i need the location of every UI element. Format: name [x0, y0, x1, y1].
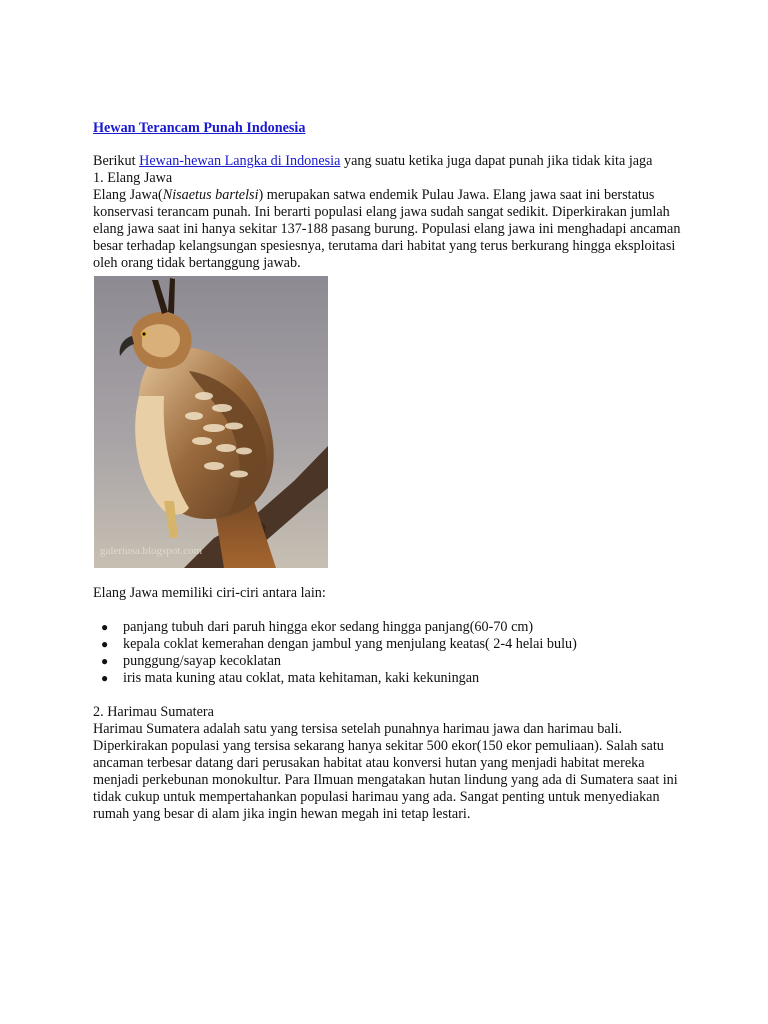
title-link[interactable]: Hewan Terancam Punah Indonesia — [93, 120, 306, 136]
traits-list — [93, 619, 683, 687]
intro-suffix: yang suatu ketika juga dapat punah jika tidak kita jaga — [340, 153, 653, 169]
elang-paragraph-rest: ) merupakan satwa endemik Pulau Jawa. Elang jawa saat ini berstatus konservasi terancam punah. Ini berarti populasi elang jawa sudah sangat sedikit. Diperkirakan jumlah elang jawa saat ini hanya sekitar 137-188 pasang burung. Populasi elang jawa ini menghadapi ancaman besar terhadap kelangsungan spesiesnya, terutama dari habitat yang terus berkurang hingga eksploitasi oleh orang tidak bertanggung jawab. — [93, 187, 681, 271]
section-heading-harimau-sumatera: 2. Harimau Sumatera — [93, 704, 214, 720]
list-item: ● panjang tubuh dari paruh hingga ekor sedang hingga panjang(60-70 cm) — [101, 619, 534, 635]
bullet-icon: ● — [101, 620, 109, 634]
intro-paragraph — [93, 153, 683, 170]
intro-link[interactable]: Hewan-hewan Langka di Indonesia — [139, 153, 341, 169]
elang-paragraph-start: Elang Jawa( — [93, 187, 163, 203]
section-heading-elang-jawa: 1. Elang Jawa — [93, 170, 173, 186]
bullet-icon: ● — [101, 637, 109, 651]
list-item: ● kepala coklat kemerahan dengan jambul yang menjulang keatas( 2-4 helai bulu) — [101, 636, 577, 652]
page-title — [93, 120, 683, 137]
elang-jawa-paragraph — [93, 187, 683, 272]
list-item: ● punggung/sayap kecoklatan — [101, 653, 281, 669]
document-content — [93, 120, 683, 823]
bullet-icon: ● — [101, 671, 109, 685]
intro-prefix: Berikut — [93, 153, 140, 169]
traits-intro: Elang Jawa memiliki ciri-ciri antara lain: — [93, 585, 326, 601]
bullet-icon: ● — [101, 654, 109, 668]
photo-watermark: galeriusa.blogspot.com — [100, 545, 203, 557]
harimau-sumatera-paragraph: Harimau Sumatera adalah satu yang tersisa setelah punahnya harimau jawa dan harimau bali. Diperkirakan populasi yang tersisa sekarang hanya sekitar 500 ekor(150 ekor pemuliaan). Salah satu ancaman terbesar datang dari perusakan habitat atau konversi hutan yang menjadi habitat mereka menjadi perkebunan monokultur. Para Ilmuan mengatakan hutan lindung yang ada di Sumatera saat ini tidak cukup untuk mempertahankan populasi harimau yang ada. Sangat penting untuk menyediakan rumah yang besar di alam jika ingin hewan megah ini tetap lestari. — [93, 721, 678, 822]
elang-jawa-photo — [94, 276, 328, 568]
scientific-name: Nisaetus bartelsi — [162, 187, 259, 203]
list-item: ● iris mata kuning atau coklat, mata kehitaman, kaki kekuningan — [101, 670, 480, 686]
